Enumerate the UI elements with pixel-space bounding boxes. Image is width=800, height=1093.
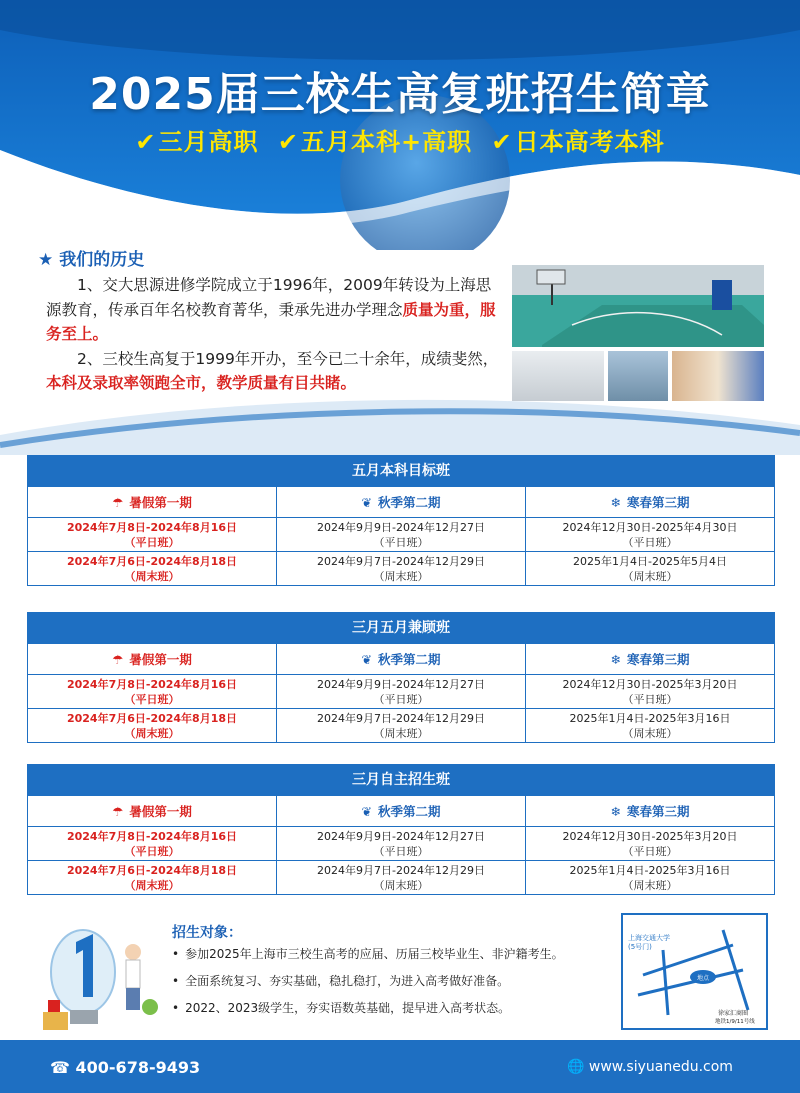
period-header: ❦ 秋季第二期 bbox=[276, 644, 525, 674]
map-university-label: 上海交通大学 bbox=[628, 934, 670, 942]
schedule-table bbox=[27, 612, 775, 743]
period-header: ❦ 秋季第二期 bbox=[276, 487, 525, 517]
page-title: 2025届三校生高复班招生简章 bbox=[89, 69, 711, 120]
map-place-label: 地点 bbox=[697, 975, 710, 982]
map-gate-label: (5号门) bbox=[628, 943, 652, 951]
phone-icon: ☎ bbox=[50, 1058, 70, 1077]
table-cell: 2024年9月9日-2024年12月27日 （平日班） bbox=[276, 675, 525, 708]
period-header: ☂ 暑假第一期 bbox=[112, 651, 192, 667]
umbrella-icon: ☂ bbox=[112, 651, 124, 667]
table-cell: 2024年12月30日-2025年4月30日 （平日班） bbox=[525, 518, 774, 551]
period-header: ❄ 寒春第三期 bbox=[525, 796, 774, 826]
wave-divider bbox=[0, 395, 800, 455]
table-row bbox=[28, 517, 774, 551]
schedule-table bbox=[27, 764, 775, 895]
history-paragraph: 1、交大思源进修学院成立于1996年，2009年转设为上海思源教育，传承百年名校教育菁华，秉承先进办学理念质量为重，服务至上。 bbox=[46, 276, 496, 343]
history-heading: ★ 我们的历史 bbox=[38, 250, 145, 270]
tree-icon: ❄ bbox=[610, 803, 621, 819]
subtitle-item: ✔日本高考本科 bbox=[491, 128, 665, 156]
table-title: 三月自主招生班 bbox=[28, 765, 774, 795]
table-cell: 2024年9月7日-2024年12月29日 （周末班） bbox=[276, 709, 525, 742]
table-cell: 2025年1月4日-2025年3月16日 （周末班） bbox=[525, 709, 774, 742]
history-text bbox=[46, 273, 504, 396]
table-title: 五月本科目标班 bbox=[28, 456, 774, 486]
tree-icon: ❄ bbox=[610, 494, 621, 510]
star-icon: ★ bbox=[38, 250, 54, 270]
table-cell: 2024年7月8日-2024年8月16日 （平日班） bbox=[66, 829, 238, 858]
table-row bbox=[28, 674, 774, 708]
leaf-icon: ❦ bbox=[361, 494, 372, 510]
period-header: ❦ 秋季第二期 bbox=[276, 796, 525, 826]
leaf-icon: ❦ bbox=[361, 803, 372, 819]
website-link[interactable]: 🌐 www.siyuanedu.com bbox=[567, 1059, 733, 1075]
table-cell: 2024年9月7日-2024年12月29日 （周末班） bbox=[276, 861, 525, 894]
schedule-table bbox=[27, 455, 775, 586]
table-cell: 2025年1月4日-2025年5月4日 （周末班） bbox=[525, 552, 774, 585]
umbrella-icon: ☂ bbox=[112, 494, 124, 510]
table-cell: 2024年12月30日-2025年3月20日 （平日班） bbox=[525, 675, 774, 708]
list-item: • 参加2025年上海市三校生高考的应届、历届三校毕业生、非沪籍考生。 bbox=[172, 946, 602, 962]
table-cell: 2024年9月7日-2024年12月29日 （周末班） bbox=[276, 552, 525, 585]
phone-number[interactable]: ☎ 400-678-9493 bbox=[50, 1058, 201, 1077]
table-cell: 2024年7月8日-2024年8月16日 （平日班） bbox=[66, 520, 238, 549]
campus-photos bbox=[512, 265, 764, 401]
tree-icon: ❄ bbox=[610, 651, 621, 667]
recruit-list bbox=[172, 946, 602, 1027]
table-title: 三月五月兼顾班 bbox=[28, 613, 774, 643]
subtitle-item: ✔五月本科+高职 bbox=[277, 128, 473, 156]
subtitle-item: ✔三月高职 bbox=[135, 128, 259, 156]
table-cell: 2024年7月8日-2024年8月16日 （平日班） bbox=[66, 677, 238, 706]
list-item: • 2022、2023级学生，夯实语数英基础，提早进入高考状态。 bbox=[172, 1000, 602, 1016]
umbrella-icon: ☂ bbox=[112, 803, 124, 819]
history-paragraph: 2、三校生高复于1999年开办，至今已二十余年，成绩斐然，本科及录取率领跑全市，教学质量有目共睹。 bbox=[46, 349, 499, 392]
basketball-court-photo bbox=[512, 265, 764, 347]
table-cell: 2024年9月9日-2024年12月27日 （平日班） bbox=[276, 827, 525, 860]
location-map bbox=[621, 913, 768, 1030]
recruit-heading: 招生对象： bbox=[172, 925, 242, 941]
hallway-photo bbox=[608, 351, 668, 401]
number-one-illustration bbox=[38, 912, 163, 1032]
table-cell: 2024年7月6日-2024年8月18日 （周末班） bbox=[66, 863, 238, 892]
period-header: ❄ 寒春第三期 bbox=[525, 487, 774, 517]
subtitle-programs bbox=[0, 122, 800, 157]
table-row bbox=[28, 708, 774, 742]
table-header-row bbox=[28, 643, 774, 674]
map-station-label: 徐家汇商圈 bbox=[718, 1010, 749, 1017]
list-item: • 全面系统复习、夯实基础，稳扎稳打，为进入高考做好准备。 bbox=[172, 973, 602, 989]
check-icon: ✔ bbox=[277, 128, 299, 156]
table-cell: 2024年9月9日-2024年12月27日 （平日班） bbox=[276, 518, 525, 551]
period-header: ☂ 暑假第一期 bbox=[112, 494, 192, 510]
globe-icon: 🌐 bbox=[567, 1059, 585, 1075]
period-header: ❄ 寒春第三期 bbox=[525, 644, 774, 674]
table-header-row bbox=[28, 486, 774, 517]
table-row bbox=[28, 551, 774, 585]
lobby-photo bbox=[672, 351, 764, 401]
check-icon: ✔ bbox=[135, 128, 157, 156]
table-row bbox=[28, 860, 774, 894]
table-row bbox=[28, 826, 774, 860]
table-cell: 2024年7月6日-2024年8月18日 （周末班） bbox=[66, 554, 238, 583]
table-cell: 2025年1月4日-2025年3月16日 （周末班） bbox=[525, 861, 774, 894]
check-icon: ✔ bbox=[491, 128, 513, 156]
table-cell: 2024年12月30日-2025年3月20日 （平日班） bbox=[525, 827, 774, 860]
table-header-row bbox=[28, 795, 774, 826]
leaf-icon: ❦ bbox=[361, 651, 372, 667]
classroom-photo bbox=[512, 351, 604, 401]
table-cell: 2024年7月6日-2024年8月18日 （周末班） bbox=[66, 711, 238, 740]
period-header: ☂ 暑假第一期 bbox=[112, 803, 192, 819]
map-metro-label: 地铁1/9/11号线 bbox=[715, 1019, 755, 1025]
